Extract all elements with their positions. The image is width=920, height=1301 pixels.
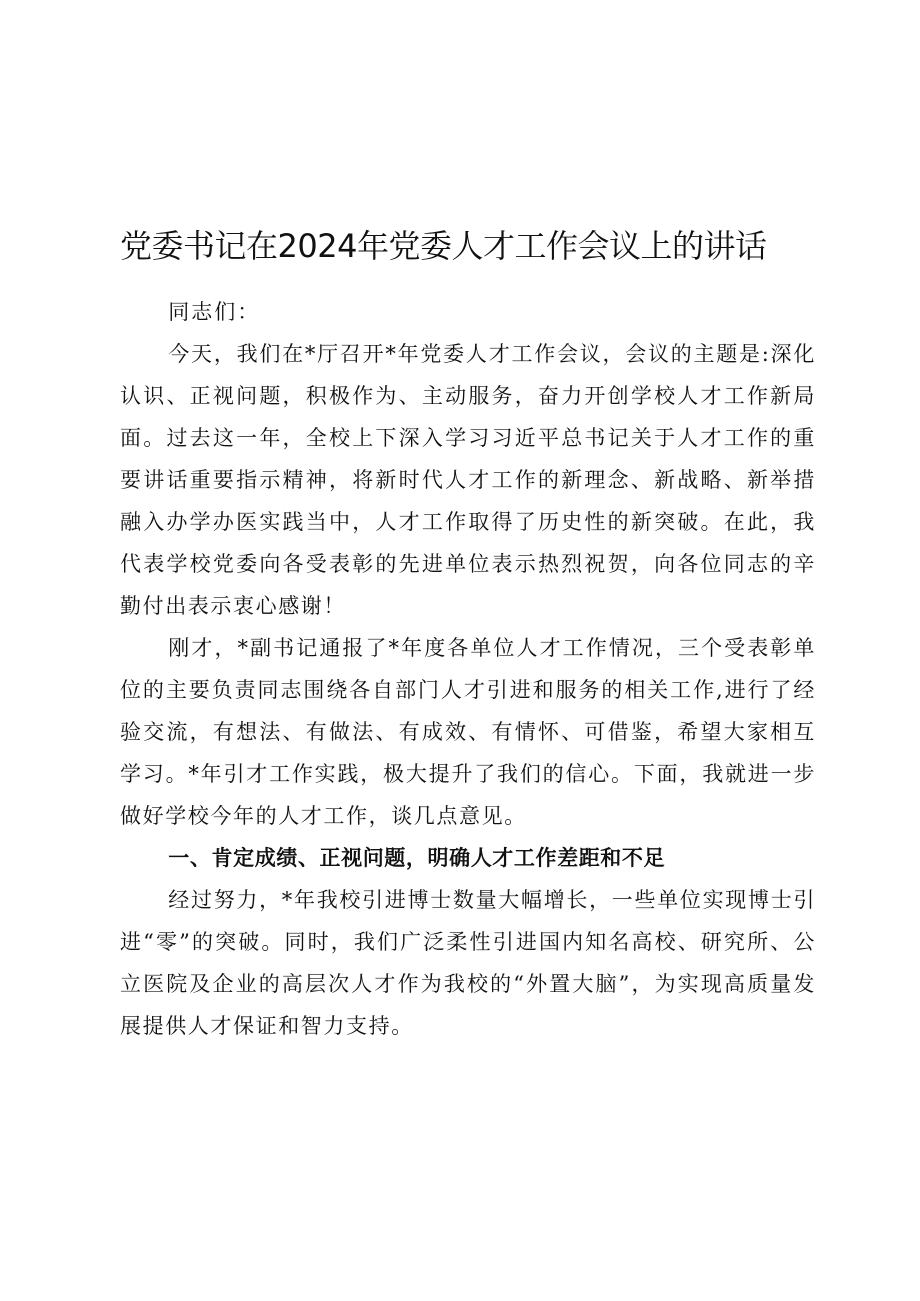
document-body [120,291,816,1047]
section-heading: 一、肯定成绩、正视问题，明确人才工作差距和不足 [168,846,666,870]
section-paragraph: 经过努力，*年我校引进博士数量大幅增长，一些单位实现博士引进“零”的突破。同时，我们广泛柔性引进国内知名高校、研究所、公立医院及企业的高层次人才作为我校的“外置大脑”，为实现高质量发展提供人才保证和智力支持。 [120,888,816,1038]
body-paragraph-2: 刚才，*副书记通报了*年度各单位人才工作情况，三个受表彰单位的主要负责同志围绕各自部门人才引进和服务的相关工作,进行了经验交流，有想法、有做法、有成效、有情怀、可借鉴，希望大家相互学习。*年引才工作实践，极大提升了我们的信心。下面，我就进一步做好学校今年的人才工作，谈几点意见。 [120,636,816,828]
salutation: 同志们： [168,300,261,324]
body-paragraph-1: 今天，我们在*厅召开*年党委人才工作会议，会议的主题是:深化认识、正视问题，积极作为、主动服务，奋力开创学校人才工作新局面。过去这一年，全校上下深入学习习近平总书记关于人才工作的重要讲话重要指示精神，将新时代人才工作的新理念、新战略、新举措融入办学办医实践当中，人才工作取得了历史性的新突破。在此，我代表学校党委向各受表彰的先进单位表示热烈祝贺，向各位同志的辛勤付出表示衷心感谢！ [120,342,816,618]
document-title: 党委书记在2024年党委人才工作会议上的讲话 [120,227,767,265]
